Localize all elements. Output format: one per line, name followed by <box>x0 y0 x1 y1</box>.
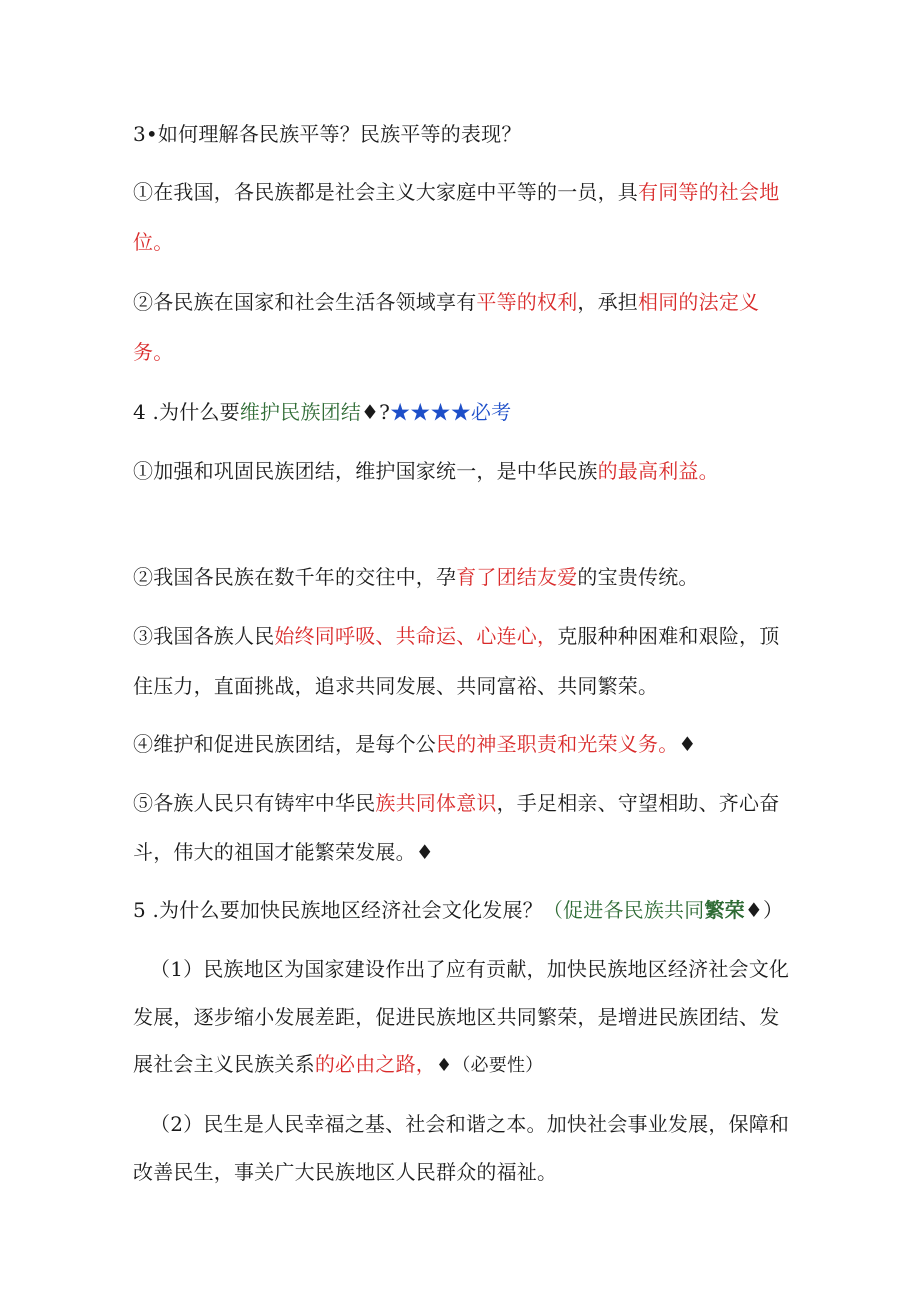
q5-title <box>133 896 783 924</box>
q5-point-1-line-3 <box>133 1050 543 1080</box>
q3-point-1-line-1 <box>133 178 779 206</box>
q4-point-4-highlight: 民的神圣职责和光荣义务。 <box>436 732 679 756</box>
q4-point-5-line-1 <box>133 789 779 817</box>
q5-point-2-text-1: （2）民生是人民幸福之基、社会和谐之本。加快社会事业发展，保障和 <box>150 1112 790 1136</box>
q4-point-3-text-end: 克服种种困难和艰险，顶 <box>557 624 780 648</box>
q4-point-3-text-cont: 住压力，直面挑战，追求共同发展、共同富裕、共同繁荣。 <box>133 674 659 698</box>
q4-point-3-text: ③我国各族人民 <box>133 624 275 648</box>
q3-title-text: 3•如何理解各民族平等？民族平等的表现？ <box>133 122 522 146</box>
q4-title-keyword: 维护民族团结 <box>239 400 362 424</box>
q3-point-2-highlight-duty: 相同的法定义 <box>638 290 760 314</box>
q5-point-1-text-3: 展社会主义民族关系 <box>133 1052 315 1076</box>
q4-point-1-text: ①加强和巩固民族团结，维护国家统一，是中华民族 <box>133 459 598 483</box>
q5-title-end: ♦） <box>744 898 784 922</box>
q3-point-2-highlight-rights: 平等的权利 <box>476 290 578 314</box>
q4-point-5-line-2 <box>133 838 434 866</box>
q3-point-2-line-1 <box>133 288 759 316</box>
q4-point-4-diamond: ♦ <box>678 732 697 756</box>
q5-title-text: 5 .为什么要加快民族地区经济社会文化发展？ <box>133 898 543 922</box>
q5-point-1-line-2 <box>133 1003 779 1031</box>
q3-point-1-text: ①在我国，各民族都是社会主义大家庭中平等的一员，具 <box>133 180 638 204</box>
q5-point-1-necessity: ♦（必要性） <box>436 1055 544 1076</box>
q4-title-diamond: ♦? <box>361 400 391 424</box>
q4-point-2 <box>133 563 699 591</box>
q3-point-2-text-mid: ，承担 <box>577 290 639 314</box>
q4-point-5-text-cont: 斗，伟大的祖国才能繁荣发展。♦ <box>133 840 434 864</box>
q5-point-1-text-2: 发展，逐步缩小发展差距，促进民族地区共同繁荣，是增进民族团结、发 <box>133 1005 780 1029</box>
q4-point-2-highlight: 育了团结友爱 <box>456 565 578 589</box>
q3-title <box>133 120 522 148</box>
q3-point-1-highlight: 有同等的社会地 <box>638 180 780 204</box>
q4-point-3-highlight: 始终同呼吸、共命运、心连心， <box>274 624 558 648</box>
q5-title-keyword-bold: 繁荣 <box>704 898 745 922</box>
q4-point-4 <box>133 730 697 758</box>
q5-point-1-highlight: 的必由之路， <box>314 1052 437 1076</box>
q4-point-1 <box>133 457 719 485</box>
q4-point-2-text-end: 的宝贵传统。 <box>577 565 699 589</box>
q4-point-3-line-1 <box>133 622 779 650</box>
q5-title-keyword: （促进各民族共同 <box>542 898 705 922</box>
q3-point-2-highlight-end: 务。 <box>133 340 174 364</box>
q4-point-5-text: ⑤各族人民只有铸牢中华民 <box>133 791 376 815</box>
q5-point-2-text-2: 改善民生，事关广大民族地区人民群众的福祉。 <box>133 1160 558 1184</box>
q4-title-text: 4 .为什么要 <box>133 400 240 424</box>
q5-point-1-line-1 <box>150 955 789 983</box>
q5-point-1-text-1: （1）民族地区为国家建设作出了应有贡献，加快民族地区经济社会文化 <box>150 957 790 981</box>
q3-point-1-line-2 <box>133 228 173 256</box>
q4-point-3-line-2 <box>133 672 658 700</box>
q4-must-test-stars: ★★★★必考 <box>390 400 512 424</box>
q4-point-5-text-end: ，手足相亲、守望相助、齐心奋 <box>496 791 780 815</box>
q3-point-1-highlight-end: 位。 <box>133 230 174 254</box>
q4-point-5-highlight: 族共同体意识 <box>375 791 497 815</box>
q5-point-2-line-1 <box>150 1110 789 1138</box>
q4-point-4-text: ④维护和促进民族团结，是每个公 <box>133 732 436 756</box>
q4-point-2-text: ②我国各民族在数千年的交往中，孕 <box>133 565 457 589</box>
q3-point-2-line-2 <box>133 338 173 366</box>
q3-point-2-text: ②各民族在国家和社会生活各领域享有 <box>133 290 477 314</box>
q4-point-1-highlight: 的最高利益。 <box>597 459 719 483</box>
q4-title <box>133 398 511 426</box>
q5-point-2-line-2 <box>133 1158 557 1186</box>
